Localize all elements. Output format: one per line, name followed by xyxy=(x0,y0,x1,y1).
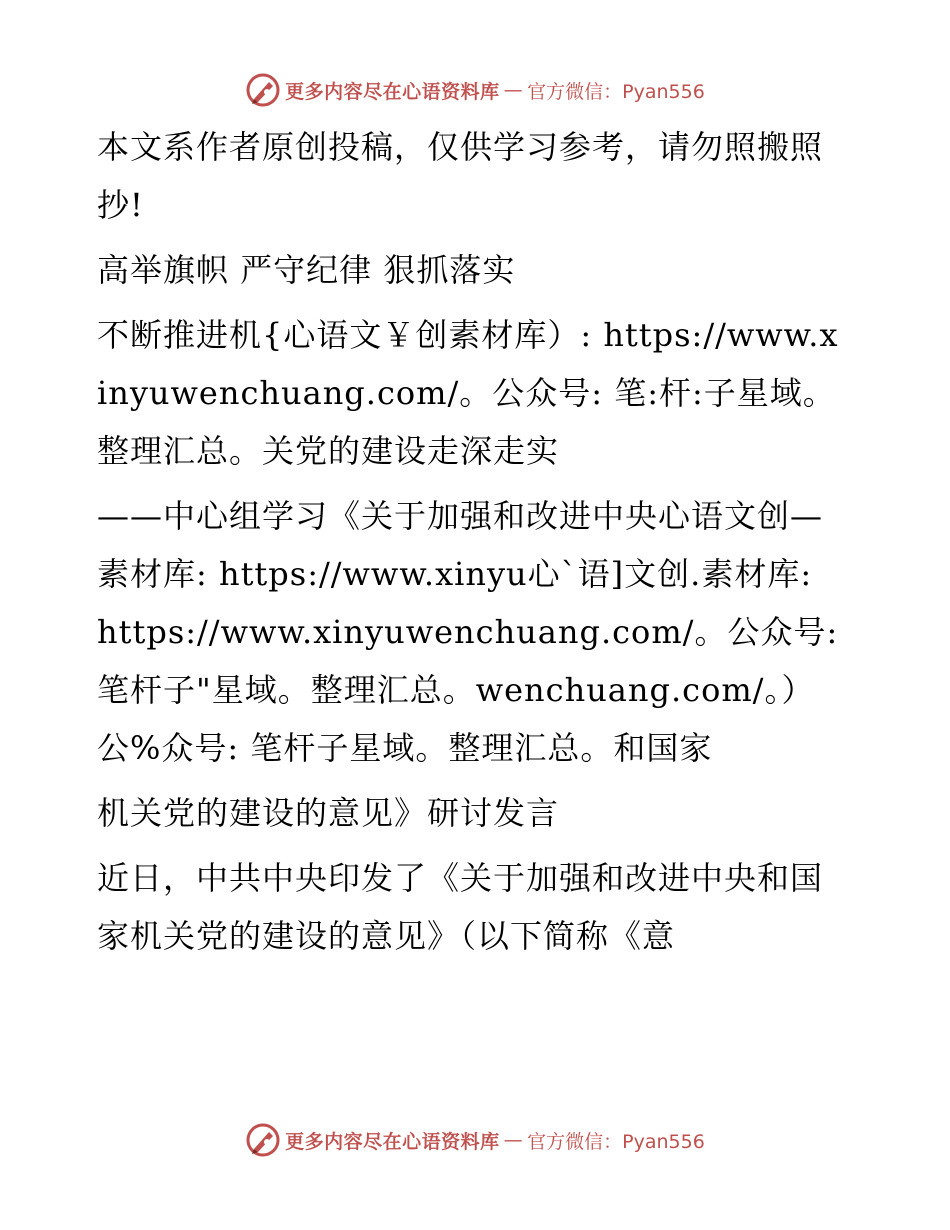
footer-banner-inner xyxy=(245,1122,705,1158)
paragraph-speech-heading: 机关党的建设的意见》研讨发言 xyxy=(97,794,560,832)
pen-logo-icon xyxy=(245,1122,281,1158)
paragraph-disclaimer: 本文系作者原创投稿，仅供学习参考，请勿照搬照抄! xyxy=(97,128,824,224)
header-banner-main: 更多内容尽在心语资料库 xyxy=(285,80,500,103)
footer-banner-contact: 官方微信：Pyan556 xyxy=(527,1130,705,1153)
footer-banner-main: 更多内容尽在心语资料库 xyxy=(285,1130,500,1153)
footer-banner-separator: — xyxy=(503,1129,524,1151)
header-banner xyxy=(0,70,950,110)
document-body xyxy=(97,118,842,972)
paragraph-study-note: ——中心组学习《关于加强和改进中央心语文创—素材库: https://www.xinyu心`语]文创.素材库: https://www.xinyuwenchuang.com/。公众号: 笔杆子"星域。整理汇总。wenchuang.com/。）公%众号: 笔杆子星域。整理汇总。和国家 xyxy=(97,497,839,767)
header-banner-contact: 官方微信：Pyan556 xyxy=(527,80,705,103)
paragraph-subtitle: 不断推进机{心语文￥创素材库）: https://www.xinyuwenchuang.com/。公众号: 笔:杆:子星域。整理汇总。关党的建设走深走实 xyxy=(97,316,839,470)
paragraph-body: 近日，中共中央印发了《关于加强和改进中央和国家机关党的建设的意见》（以下简称《意 xyxy=(97,859,824,955)
paragraph-title: 高举旗帜 严守纪律 狠抓落实 xyxy=(97,251,516,289)
footer-banner xyxy=(0,1120,950,1160)
pen-logo-icon xyxy=(245,72,281,108)
header-banner-inner xyxy=(245,72,705,108)
header-banner-separator: — xyxy=(503,79,524,101)
